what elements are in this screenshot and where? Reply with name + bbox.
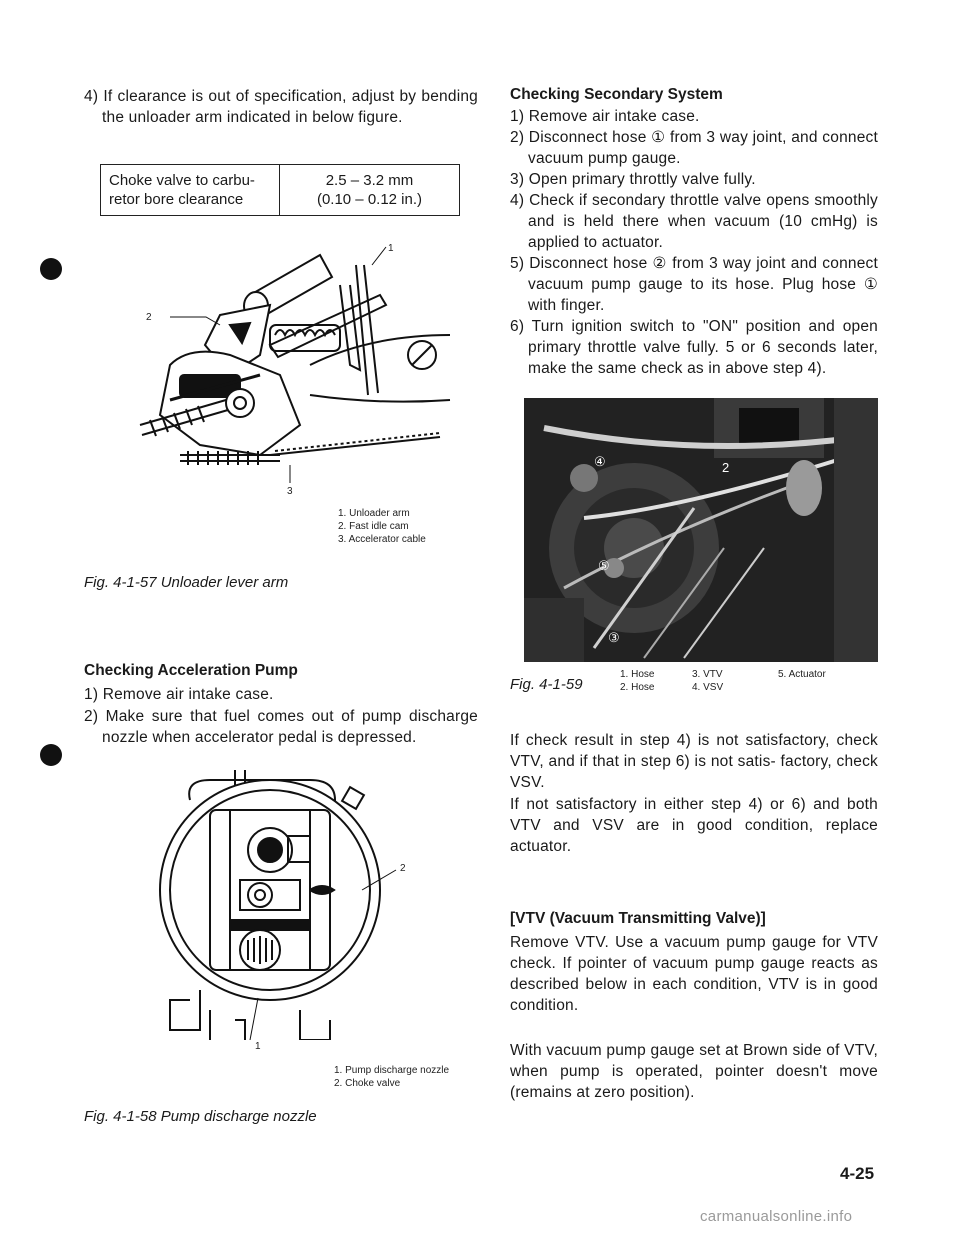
binding-hole-top [40,258,62,280]
legend-item: 2. Fast idle cam [338,521,409,532]
fig58-callout-2: 2 [400,863,406,874]
accel-step-1: 1) Remove air intake case. [84,686,274,703]
spec-value [280,165,460,216]
legend-item: 5. Actuator [778,669,826,680]
photo-callout-5: ⑤ [598,558,610,573]
legend-item: 2. Choke valve [334,1078,401,1089]
vtv-paragraph: Remove VTV. Use a vacuum pump gauge for VTV check. If pointer of vacuum pump gauge reacts as described below in each condition, VTV is in good condition. [510,934,878,1014]
secondary-step-1: 1) Remove air intake case. [510,108,700,125]
clearance-spec-table [100,164,460,216]
engine-bay-photo [524,398,878,662]
fig58-caption: Fig. 4-1-58 Pump discharge nozzle [84,1108,317,1125]
fig57-callout-2: 2 [146,312,152,323]
vtv-brown-side-paragraph: With vacuum pump gauge set at Brown side of VTV, when pump is operated, pointer doesn't move (remains at zero position). [510,1042,878,1101]
spec-value-mm: 2.5 – 3.2 mm [325,172,414,189]
fig57-callout-3: 3 [287,486,293,497]
secondary-step-6: 6) Turn ignition switch to "ON" position and open primary throttle valve fully. 5 or 6 seconds later, make the same check as in above step 4). [510,318,878,377]
page-number: 4-25 [840,1164,875,1183]
photo-callout-2: 2 [722,460,730,475]
legend-item: 3. VTV [692,669,723,680]
fig59-legend-row-2 [620,681,882,694]
binding-hole-bottom [40,744,62,766]
engine-bay-photo-image [524,398,878,662]
secondary-steps [510,106,878,379]
secondary-system-heading: Checking Secondary System [510,86,723,103]
accel-pump-heading: Checking Acceleration Pump [84,662,298,679]
spec-label: Choke valve to carbu- retor bore clearance [101,165,280,216]
photo-callout-4: ④ [594,454,606,469]
fig57-legend [338,507,426,546]
fig58-legend [334,1064,449,1090]
result-paragraph-1: If check result in step 4) is not satisfactory, check VTV, and if that in step 6) is not satis- factory, check VSV. [510,732,878,791]
secondary-step-3: 3) Open primary throttly valve fully. [510,171,756,188]
legend-item: 1. Pump discharge nozzle [334,1065,450,1076]
secondary-step-5: 5) Disconnect hose ② from 3 way joint and connect vacuum pump gauge to its hose. Plug hose ① with finger. [510,255,878,314]
fig57-caption: Fig. 4-1-57 Unloader lever arm [84,574,289,591]
fig59-legend-row-1 [620,668,882,681]
vtv-heading: [VTV (Vacuum Transmitting Valve)] [510,910,766,927]
legend-item: 4. VSV [692,682,724,693]
legend-item: 1. Unloader arm [338,508,410,519]
fig58-callout-1: 1 [255,1041,261,1052]
fig59-caption: Fig. 4-1-59 [510,676,583,693]
fig57-callout-1: 1 [388,243,394,254]
legend-item: 3. Accelerator cable [338,534,426,545]
legend-item: 2. Hose [620,682,655,693]
photo-callout-3: ③ [608,630,620,645]
legend-item: 1. Hose [620,669,655,680]
secondary-step-4: 4) Check if secondary throttle valve opens smoothly and is held there when vacuum (10 cmHg) is applied to actuator. [510,192,878,251]
fig59-legend [620,668,882,694]
spec-value-in: (0.10 – 0.12 in.) [316,191,423,208]
result-paragraph-2: If not satisfactory in either step 4) or 6) and both VTV and VSV are in good condition, replace actuator. [510,796,878,855]
unloader-lever-arm-illustration [110,225,460,505]
step-4-text: 4) If clearance is out of specification, adjust by bending the unloader arm indicated in below figure. [84,88,478,126]
watermark: carmanualsonline.info [700,1208,853,1225]
secondary-step-2: 2) Disconnect hose ① from 3 way joint, and connect vacuum pump gauge. [510,129,878,167]
accel-step-2: 2) Make sure that fuel comes out of pump discharge nozzle when accelerator pedal is depressed. [84,708,478,746]
pump-discharge-nozzle-illustration [150,770,460,1040]
